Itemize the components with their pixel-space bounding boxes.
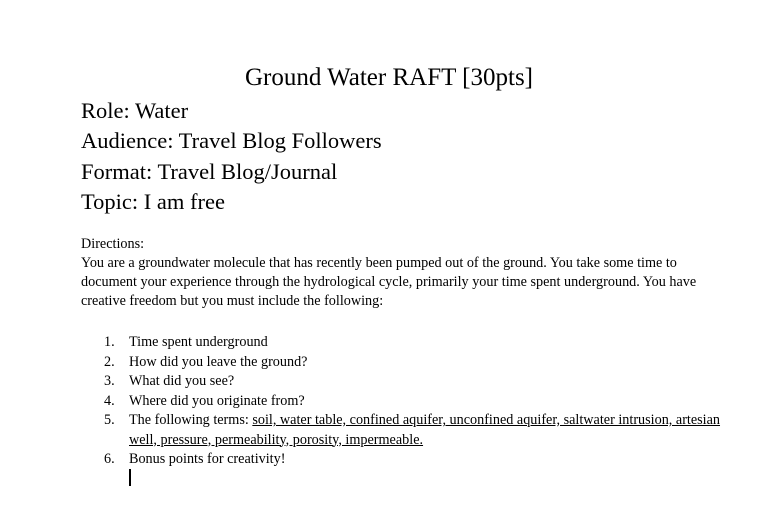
list-item-text: Bonus points for creativity! bbox=[129, 451, 286, 467]
raft-topic: Topic: I am free bbox=[81, 188, 225, 214]
directions-section bbox=[81, 235, 711, 311]
list-item-text: What did you see? bbox=[129, 373, 235, 389]
terms-list: soil, water table, confined aquifer, unconfined aquifer, saltwater intrusion, artesian well, pressure, permeability, porosity, impermeable. bbox=[129, 412, 721, 448]
text-cursor bbox=[129, 469, 131, 486]
list-item bbox=[81, 450, 721, 470]
list-number: 5. bbox=[104, 412, 115, 428]
list-item bbox=[81, 411, 721, 450]
directions-body: You are a groundwater molecule that has recently been pumped out of the ground. You take some time to document your experience through the hydrological cycle, primarily your time spent underground. You have creative freedom but you must include the following: bbox=[81, 255, 697, 309]
list-item bbox=[81, 333, 721, 353]
list-number: 4. bbox=[104, 392, 115, 409]
list-number: 3. bbox=[104, 373, 115, 389]
list-item-text: Where did you originate from? bbox=[129, 392, 305, 409]
requirements-list bbox=[81, 333, 721, 470]
list-item-text: Time spent underground bbox=[129, 334, 268, 350]
document-title: Ground Water RAFT [30pts] bbox=[244, 64, 533, 91]
list-number: 6. bbox=[104, 451, 115, 467]
directions-heading: Directions: bbox=[81, 236, 145, 252]
raft-block bbox=[81, 96, 382, 217]
list-item bbox=[81, 372, 721, 392]
list-item bbox=[81, 392, 721, 412]
list-number: 1. bbox=[104, 334, 115, 350]
list-item bbox=[81, 353, 721, 373]
raft-format: Format: Travel Blog/Journal bbox=[81, 158, 338, 184]
raft-audience: Audience: Travel Blog Followers bbox=[81, 128, 382, 154]
list-item-text: The following terms: bbox=[129, 412, 253, 428]
raft-role: Role: Water bbox=[81, 98, 189, 123]
list-item-text: How did you leave the ground? bbox=[129, 353, 308, 370]
list-number: 2. bbox=[104, 353, 115, 370]
